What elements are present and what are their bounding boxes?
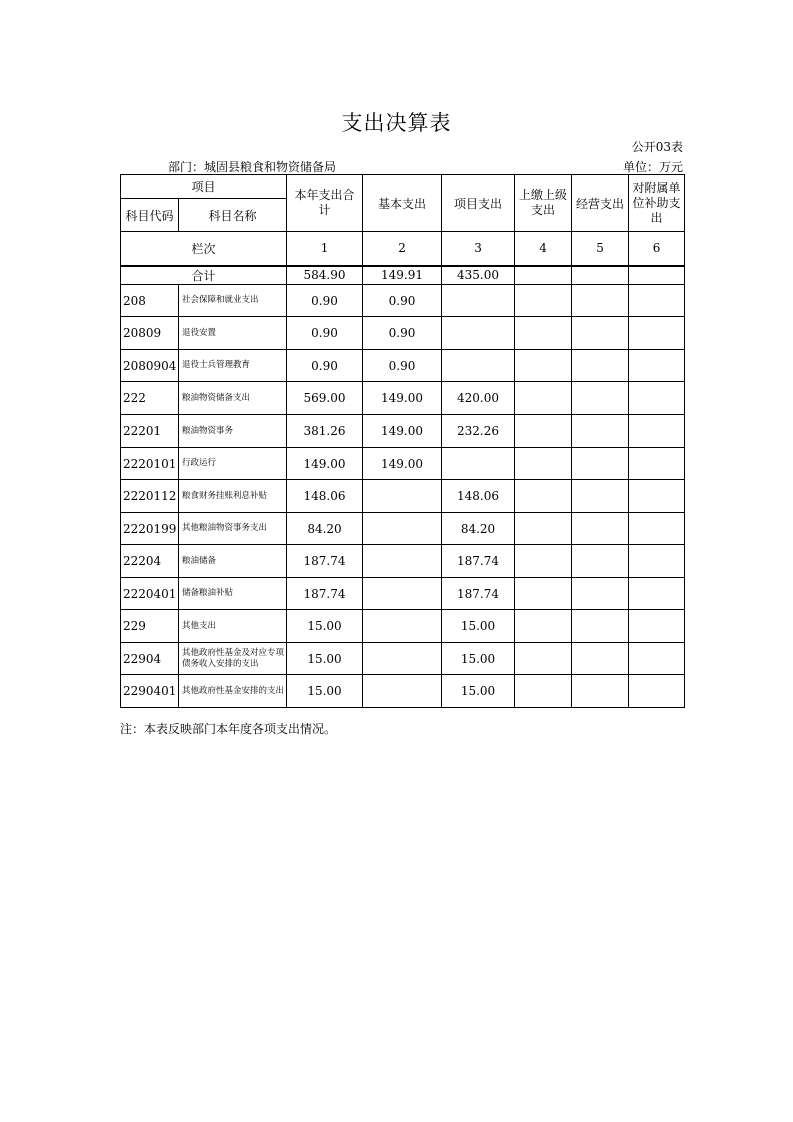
col-number: 1	[287, 232, 363, 266]
header-project: 项目	[121, 175, 287, 199]
row-project	[442, 317, 515, 350]
row-project: 187.74	[442, 545, 515, 578]
row-project: 84.20	[442, 513, 515, 545]
row-project: 187.74	[442, 578, 515, 610]
unit-label: 单位：万元	[622, 160, 683, 174]
header-upper: 上缴上级支出	[515, 175, 572, 232]
row-name: 其他支出	[179, 610, 287, 643]
row-business	[572, 643, 629, 675]
row-subsidy	[629, 382, 685, 415]
row-total: 569.00	[287, 382, 363, 415]
header-code: 科目代码	[121, 199, 179, 232]
row-name: 其他政府性基金及对应专项债务收入安排的支出	[179, 643, 287, 675]
row-business	[572, 285, 629, 317]
row-business	[572, 317, 629, 350]
row-total: 0.90	[287, 350, 363, 382]
row-code: 2220199	[121, 513, 179, 545]
row-basic: 0.90	[363, 317, 442, 350]
table-row	[121, 285, 685, 317]
row-code: 2220101	[121, 448, 179, 480]
row-code: 208	[121, 285, 179, 317]
row-name: 粮油物资储备支出	[179, 382, 287, 415]
row-upper	[515, 350, 572, 382]
row-business	[572, 448, 629, 480]
row-name: 退役士兵管理教育	[179, 350, 287, 382]
row-total: 187.74	[287, 545, 363, 578]
row-basic	[363, 513, 442, 545]
sum-total: 584.90	[287, 266, 363, 285]
row-basic	[363, 643, 442, 675]
row-name: 社会保障和就业支出	[179, 285, 287, 317]
sum-subsidy	[629, 266, 685, 285]
row-code: 229	[121, 610, 179, 643]
row-code: 222	[121, 382, 179, 415]
row-subsidy	[629, 350, 685, 382]
sum-basic: 149.91	[363, 266, 442, 285]
row-business	[572, 675, 629, 708]
header-total: 本年支出合计	[287, 175, 363, 232]
row-upper	[515, 317, 572, 350]
row-code: 2080904	[121, 350, 179, 382]
row-business	[572, 513, 629, 545]
row-upper	[515, 675, 572, 708]
row-code: 2290401	[121, 675, 179, 708]
table-row	[121, 350, 685, 382]
row-basic	[363, 610, 442, 643]
row-subsidy	[629, 513, 685, 545]
col-number: 5	[572, 232, 629, 266]
row-subsidy	[629, 578, 685, 610]
row-upper	[515, 382, 572, 415]
row-basic: 149.00	[363, 448, 442, 480]
row-code: 22201	[121, 415, 179, 448]
row-upper	[515, 448, 572, 480]
row-upper	[515, 545, 572, 578]
row-project: 148.06	[442, 480, 515, 513]
department-label: 部门：城固县粮食和物资储备局	[168, 160, 337, 174]
page-title: 支出决算表	[341, 111, 452, 135]
row-business	[572, 480, 629, 513]
row-code: 22204	[121, 545, 179, 578]
table-row	[121, 513, 685, 545]
row-basic	[363, 480, 442, 513]
row-name: 储备粮油补贴	[179, 578, 287, 610]
sum-project: 435.00	[442, 266, 515, 285]
row-total: 84.20	[287, 513, 363, 545]
table-row	[121, 382, 685, 415]
row-basic: 0.90	[363, 350, 442, 382]
header-project-exp: 项目支出	[442, 175, 515, 232]
row-upper	[515, 415, 572, 448]
row-upper	[515, 610, 572, 643]
col-number: 3	[442, 232, 515, 266]
col-number: 6	[629, 232, 685, 266]
row-basic: 0.90	[363, 285, 442, 317]
row-project: 15.00	[442, 675, 515, 708]
table-row	[121, 545, 685, 578]
table-row	[121, 415, 685, 448]
row-business	[572, 610, 629, 643]
row-basic: 149.00	[363, 415, 442, 448]
row-basic	[363, 578, 442, 610]
row-name: 粮食财务挂账利息补贴	[179, 480, 287, 513]
table-row	[121, 610, 685, 643]
row-name: 粮油储备	[179, 545, 287, 578]
row-subsidy	[629, 643, 685, 675]
row-subsidy	[629, 675, 685, 708]
row-project: 15.00	[442, 643, 515, 675]
row-total: 187.74	[287, 578, 363, 610]
form-number: 公开03表	[631, 140, 683, 154]
row-project: 15.00	[442, 610, 515, 643]
row-total: 381.26	[287, 415, 363, 448]
row-total: 0.90	[287, 285, 363, 317]
row-subsidy	[629, 545, 685, 578]
row-project: 232.26	[442, 415, 515, 448]
row-total: 0.90	[287, 317, 363, 350]
header-basic: 基本支出	[363, 175, 442, 232]
row-upper	[515, 578, 572, 610]
row-number-label: 栏次	[121, 232, 287, 266]
table-row	[121, 317, 685, 350]
row-subsidy	[629, 285, 685, 317]
row-code: 2220401	[121, 578, 179, 610]
table-row	[121, 578, 685, 610]
row-project	[442, 350, 515, 382]
row-upper	[515, 513, 572, 545]
table-row	[121, 480, 685, 513]
row-code: 20809	[121, 317, 179, 350]
row-business	[572, 415, 629, 448]
header-subsidy: 对附属单位补助支出	[629, 175, 685, 232]
sum-label: 合计	[121, 266, 287, 285]
row-subsidy	[629, 480, 685, 513]
table-row	[121, 448, 685, 480]
row-name: 粮油物资事务	[179, 415, 287, 448]
row-business	[572, 578, 629, 610]
header-business: 经营支出	[572, 175, 629, 232]
row-total: 149.00	[287, 448, 363, 480]
col-number: 2	[363, 232, 442, 266]
table-row	[121, 675, 685, 708]
row-upper	[515, 643, 572, 675]
row-basic: 149.00	[363, 382, 442, 415]
row-name: 其他政府性基金安排的支出	[179, 675, 287, 708]
row-subsidy	[629, 415, 685, 448]
row-subsidy	[629, 610, 685, 643]
row-upper	[515, 480, 572, 513]
row-total: 15.00	[287, 675, 363, 708]
row-name: 行政运行	[179, 448, 287, 480]
row-total: 15.00	[287, 643, 363, 675]
row-basic	[363, 545, 442, 578]
row-subsidy	[629, 317, 685, 350]
row-project	[442, 448, 515, 480]
footnote: 注：本表反映部门本年度各项支出情况。	[120, 722, 337, 736]
row-code: 22904	[121, 643, 179, 675]
row-project: 420.00	[442, 382, 515, 415]
row-business	[572, 350, 629, 382]
header-name: 科目名称	[179, 199, 287, 232]
row-basic	[363, 675, 442, 708]
row-total: 148.06	[287, 480, 363, 513]
row-business	[572, 545, 629, 578]
row-business	[572, 382, 629, 415]
row-name: 退役安置	[179, 317, 287, 350]
row-project	[442, 285, 515, 317]
expenditure-table	[120, 174, 685, 708]
table-row	[121, 643, 685, 675]
sum-business	[572, 266, 629, 285]
col-number: 4	[515, 232, 572, 266]
sum-upper	[515, 266, 572, 285]
row-code: 2220112	[121, 480, 179, 513]
row-upper	[515, 285, 572, 317]
row-name: 其他粮油物资事务支出	[179, 513, 287, 545]
row-subsidy	[629, 448, 685, 480]
row-total: 15.00	[287, 610, 363, 643]
